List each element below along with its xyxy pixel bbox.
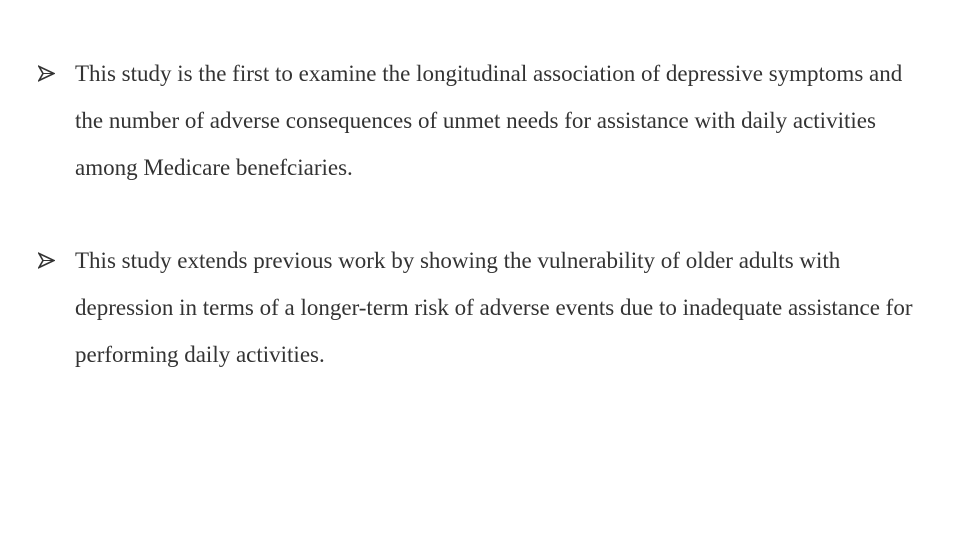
bullet-text: This study extends previous work by showing the vulnerability of older adults with depression in terms of a longer-term risk of adverse events due to inadequate assistance for performing daily activities. xyxy=(75,248,913,367)
arrowhead-bullet-icon xyxy=(38,50,60,97)
bullet-item xyxy=(38,50,918,191)
arrowhead-bullet-icon xyxy=(38,237,60,284)
bullet-list xyxy=(38,50,918,378)
bullet-text: This study is the first to examine the longitudinal association of depressive symptoms and the number of adverse consequences of unmet needs for assistance with daily activities among Medicare benefciaries. xyxy=(75,61,903,180)
bullet-item xyxy=(38,237,918,378)
